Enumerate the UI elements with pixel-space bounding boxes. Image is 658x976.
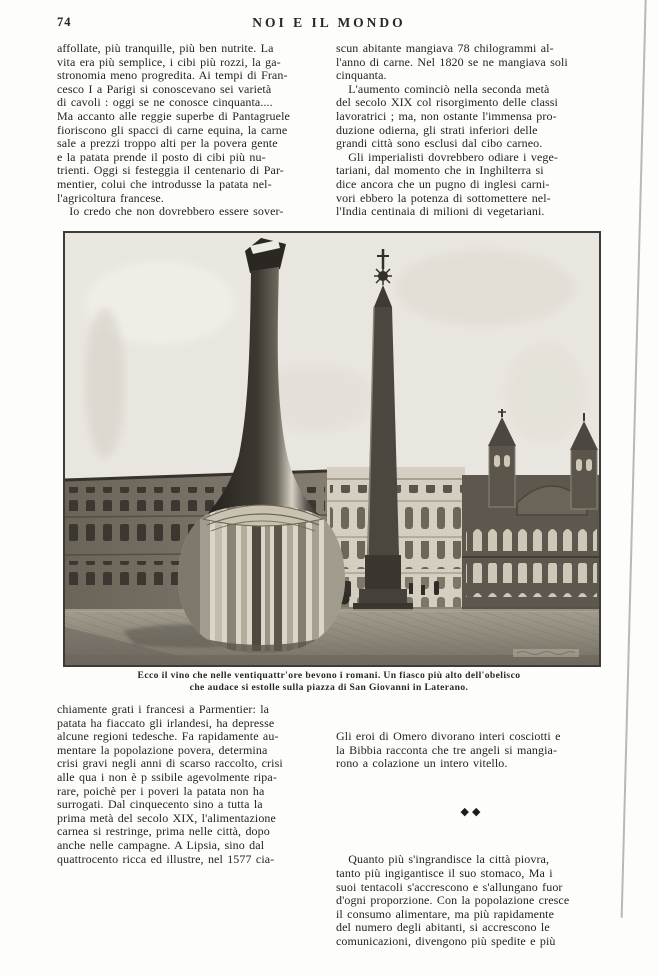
figure-caption-line2: che audace si estolle sulla piazza di San Giovanni in Laterano.: [189, 682, 469, 693]
text-line: quattrocento ricca ed illustre, nel 1577 cia-: [57, 851, 275, 866]
text-line: stronomia meno progredita. Ai tempi di Fran-: [57, 68, 288, 83]
text-line: dice ancora che un pugno di inglesi carni-: [336, 176, 550, 191]
text-line: duzione odierna, gli strati inferiori delle: [336, 122, 538, 137]
text-line: d'ogni proporzione. Con la popolazione cresce: [336, 893, 570, 908]
photo-piazza-san-giovanni: [65, 233, 599, 665]
text-line: di cavoli : oggi se ne conosce cinquanta....: [57, 95, 273, 110]
text-line: del secolo XIX col risorgimento delle classi: [336, 95, 558, 110]
text-line: l'agricoltura francese.: [57, 190, 164, 205]
text-line: Quanto più s'ingrandisce la città piovra,: [336, 852, 550, 867]
paragraph-city: [336, 853, 608, 948]
section-divider-diamonds: ◆◆: [460, 806, 484, 819]
text-line: cesco I a Parigi si conoscevano sei varietà: [57, 81, 272, 96]
text-line: l'anno di carne. Nel 1820 se ne mangiava soli: [336, 54, 568, 69]
text-line: grandi città sono esclusi dal cibo carneo.: [336, 136, 543, 151]
text-line: scun abitante mangiava 78 chilogrammi al-: [336, 41, 554, 55]
text-line: Gli eroi di Omero divorano interi cosciotti e: [336, 729, 561, 744]
text-line: alle qua i non è p ssibile agevolmente ripa-: [57, 769, 277, 784]
text-line: affollate, più tranquille, più ben nutrite. La: [57, 41, 274, 55]
page-title: NOI E IL MONDO: [252, 15, 406, 30]
text-line: surrogati. Dal cinquecento sino a tutta la: [57, 797, 263, 812]
text-line: lavoratrici ; ma, non ostante l'immensa pro-: [336, 108, 557, 123]
text-line: la Bibbia racconta che tre angeli si mangia-: [336, 742, 558, 757]
text-line: rono a colazione un intero vitello.: [336, 756, 508, 771]
page-number: 74: [57, 15, 72, 29]
text-line: del numero degli abitanti, si accrescono le: [336, 920, 550, 935]
text-line: trienti. Oggi si festeggia il centenario di Par-: [57, 163, 284, 178]
text-line: tanto più ingigantisce il suo stomaco, Ma i: [336, 865, 553, 880]
text-line: alcune regioni tedesche. Fa rapidamente au-: [57, 729, 279, 744]
text-line: carnea si restringe, prima nelle città, dopo: [57, 824, 270, 839]
text-line: rare, poichè per i poveri la patata non ha: [57, 783, 265, 798]
text-line: e la patata prende il posto di cibi più nu-: [57, 149, 266, 164]
text-line: tariani, dal momento che in Inghilterra si: [336, 163, 544, 178]
text-line: Gli imperialisti dovrebbero odiare i vege-: [336, 149, 558, 164]
figure-caption: [0, 670, 658, 694]
paragraph-homer: [336, 730, 608, 771]
scan-page-edge-line: [621, 0, 647, 918]
text-line: Io credo che non dovrebbero essere sover-: [57, 204, 284, 219]
text-line: vori ebbero la potenza di sottomettere nel-: [336, 190, 551, 205]
text-line: mentier, colui che introdusse la patata nel-: [57, 176, 272, 191]
column-bottom-right: [336, 703, 608, 976]
column-bottom-left: [57, 703, 329, 866]
photo-montage: [63, 231, 601, 667]
figure-caption-line1: Ecco il vino che nelle ventiquattr'ore bevono i romani. Un fiasco più alto dell'obelisco: [137, 670, 521, 681]
text-line: fioriscono gli spacci di carne equina, la carne: [57, 122, 288, 137]
photo-print-noise: [65, 233, 599, 665]
text-line: patata ha fiaccato gli irlandesi, ha depresse: [57, 715, 275, 730]
text-line: comunicazioni, divengono più spedite e più: [336, 933, 556, 948]
text-line: L'aumento cominciò nella seconda metà: [336, 81, 550, 96]
text-line: anche nelle campagne. A Lipsia, sino dal: [57, 837, 265, 852]
text-line: mentare la popolazione povera, determina: [57, 742, 268, 757]
text-line: il consumo alimentare, ma più rapidamente: [336, 906, 555, 921]
text-line: l'India centinaia di milioni di vegetariani.: [336, 204, 545, 219]
text-line: sale a prezzi troppo alti per la povera gente: [57, 136, 278, 151]
column-top-left: [57, 42, 329, 219]
text-line: vita era più semplice, i cibi più rozzi, la ga-: [57, 54, 281, 69]
text-line: crisi gravi negli anni di scarso raccolto, crisi: [57, 756, 283, 771]
column-top-right: [336, 42, 608, 219]
text-line: Ma accanto alle reggie superbe di Pantagruele: [57, 108, 290, 123]
text-line: suoi tentacoli s'accrescono e s'allungano fuor: [336, 879, 563, 894]
text-line: chiamente grati i francesi a Parmentier: la: [57, 702, 270, 716]
text-line: cinquanta.: [336, 68, 387, 83]
text-line: prima metà del secolo XIX, l'alimentazione: [57, 810, 276, 825]
